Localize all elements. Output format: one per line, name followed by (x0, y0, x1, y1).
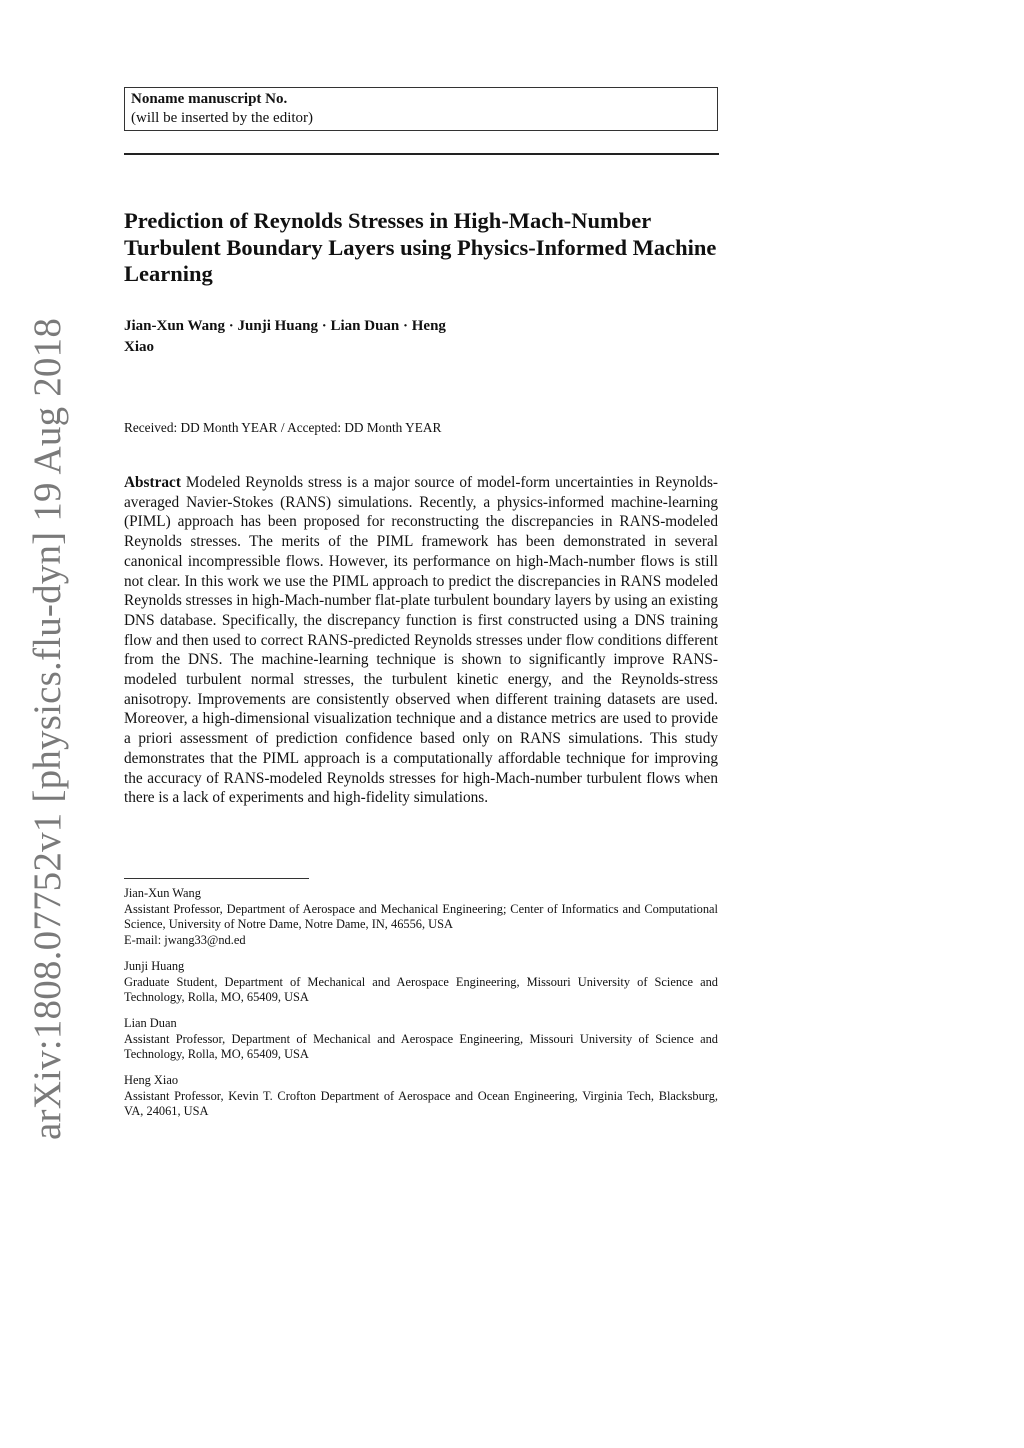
header-rule (124, 153, 719, 155)
author-list: Jian-Xun Wang · Junji Huang · Lian Duan · Heng Xiao (124, 318, 446, 355)
editor-note: (will be inserted by the editor) (131, 110, 314, 126)
affiliation-details: Assistant Professor, Department of Aerospace and Mechanical Engineering; Center of Informatics and Computational Science, University of Notre Dame, Notre Dame, IN, 46556, USA (124, 901, 718, 932)
abstract-label: Abstract (124, 474, 181, 491)
affiliation-block (124, 959, 718, 1006)
manuscript-number: Noname manuscript No. (131, 91, 288, 107)
manuscript-header-box (124, 87, 718, 131)
affiliation-block (124, 1073, 718, 1120)
affiliation-name: Lian Duan (124, 1015, 177, 1030)
footnote-rule (124, 878, 309, 879)
affiliation-block (124, 1016, 718, 1063)
affiliation-name: Junji Huang (124, 958, 185, 973)
abstract-text: Modeled Reynolds stress is a major source of model-form uncertainties in Reynolds-averaged Navier-Stokes (RANS) simulations. Recently, a physics-informed machine-learning (PIML) approach has been proposed for reconstructing the discrepancies in RANS-modeled Reynolds stresses. The merits of the PIML framework has been demonstrated in several canonical incompressible flows. However, its performance on high-Mach-number flows is still not clear. In this work we use the PIML approach to predict the discrepancies in RANS modeled Reynolds stresses in high-Mach-number flat-plate turbulent boundary layers by using an existing DNS database. Specifically, the discrepancy function is first constructed using a DNS training flow and then used to correct RANS-predicted Reynolds stresses under flow conditions different from the DNS. The machine-learning technique is shown to significantly improve RANS-modeled turbulent normal stresses, the turbulent kinetic energy, and the Reynolds-stress anisotropy. Improvements are consistently observed when different training datasets are used. Moreover, a high-dimensional visualization technique and a distance metrics are used to provide a priori assessment of prediction confidence based only on RANS simulations. This study demonstrates that the PIML approach is a computationally affordable technique for improving the accuracy of RANS-modeled Reynolds stresses for high-Mach-number turbulent flows when there is a lack of experiments and high-fidelity simulations. (124, 474, 718, 807)
abstract (124, 473, 718, 808)
affiliation-details: Graduate Student, Department of Mechanical and Aerospace Engineering, Missouri University of Science and Technology, Rolla, MO, 65409, USA (124, 974, 718, 1005)
received-accepted-dates: Received: DD Month YEAR / Accepted: DD Month YEAR (124, 420, 442, 435)
arxiv-identifier-stamp: arXiv:1808.07752v1 [physics.flu-dyn] 19 Aug 2018 (26, 317, 69, 1140)
affiliation-name: Heng Xiao (124, 1073, 179, 1088)
affiliation-email: E-mail: jwang33@nd.ed (124, 933, 246, 948)
affiliations (124, 886, 718, 1130)
affiliation-details: Assistant Professor, Department of Mechanical and Aerospace Engineering, Missouri University of Science and Technology, Rolla, MO, 65409, USA (124, 1031, 718, 1062)
paper-title: Prediction of Reynolds Stresses in High-Mach-Number Turbulent Boundary Layers using Physics-Informed Machine Learning (124, 208, 717, 286)
affiliation-details: Assistant Professor, Kevin T. Crofton Department of Aerospace and Ocean Engineering, Virginia Tech, Blacksburg, VA, 24061, USA (124, 1088, 718, 1119)
affiliation-block (124, 886, 718, 949)
affiliation-name: Jian-Xun Wang (124, 886, 201, 900)
